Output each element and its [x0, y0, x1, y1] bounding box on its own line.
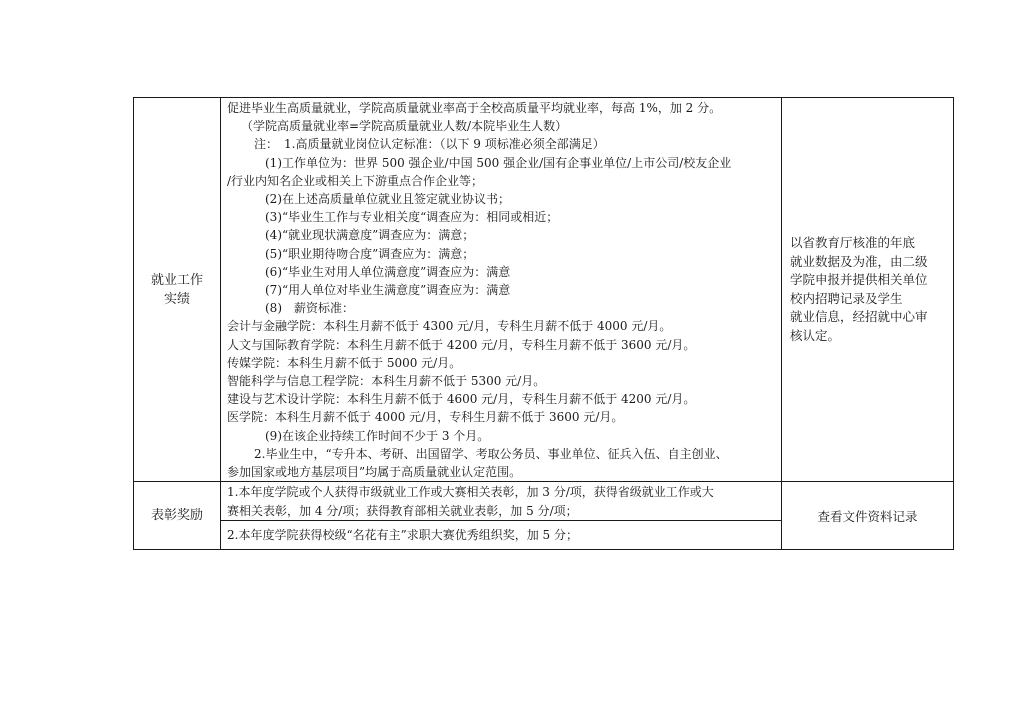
employment-category-line1: 就业工作 — [150, 272, 203, 288]
awards-note: 查看文件资料记录 — [817, 508, 918, 524]
employment-criteria — [221, 98, 781, 481]
criteria-line: 人文与国际教育学院：本科生月薪不低于 4200 元/月，专科生月薪不低于 3600 元/月。 — [227, 337, 696, 352]
criteria-line: 促进毕业生高质量就业，学院高质量就业率高于全校高质量平均就业率，每高 1%，加 2 分。 — [227, 101, 722, 115]
criteria-line: (3)“毕业生工作与专业相关度“调查应为：相同或相近； — [265, 210, 559, 225]
awards-category-cell — [134, 482, 221, 550]
awards-item1 — [221, 482, 781, 520]
criteria-line: (9)在该企业持续工作时间不少于 3 个月。 — [265, 428, 490, 443]
awards-item2: 2.本年度学院获得校级“名花有主”求职大赛优秀组织奖，加 5 分； — [227, 528, 578, 543]
criteria-line: （学院高质量就业率=学院高质量就业人数/本院毕业生人数） — [241, 119, 568, 134]
criteria-line: 传媒学院：本科生月薪不低于 5000 元/月。 — [227, 355, 462, 370]
awards-category: 表彰奖励 — [150, 508, 203, 524]
note-line: 就业信息，经招就中心审 — [790, 309, 928, 325]
note-line: 以省教育厅核准的年底 — [790, 235, 916, 251]
awards-note-cell — [782, 482, 954, 550]
assessment-table — [133, 97, 954, 550]
note-line: 学院申报并提供相关单位 — [790, 272, 928, 288]
note-line: 就业数据及为准，由二级 — [790, 253, 928, 269]
awards-item1-line2: 赛相关表彰，加 4 分/项；获得教育部相关就业表彰，加 5 分/项； — [227, 503, 578, 518]
employment-category-line2: 实绩 — [163, 291, 190, 307]
awards-item1-cell — [221, 482, 782, 521]
criteria-line: 2.毕业生中，“专升本、考研、出国留学、考取公务员、事业单位、征兵入伍、自主创业、 — [254, 446, 728, 461]
note-line: 校内招聘记录及学生 — [790, 290, 903, 306]
note-line: 核认定。 — [790, 327, 841, 343]
employment-row — [134, 98, 954, 482]
criteria-line: 智能科学与信息工程学院：本科生月薪不低于 5300 元/月。 — [227, 374, 546, 389]
employment-note-cell — [782, 98, 954, 482]
criteria-line: (4)“就业现状满意度”调查应为：满意； — [265, 228, 475, 243]
criteria-line: (6)“毕业生对用人单位满意度”调查应为：满意 — [265, 264, 511, 279]
criteria-line: (5)“职业期待吻合度”调查应为：满意； — [265, 246, 475, 261]
criteria-line: 参加国家或地方基层项目”均属于高质量就业认定范围。 — [227, 465, 522, 480]
criteria-line: (7)“用人单位对毕业生满意度”调查应为：满意 — [265, 283, 511, 298]
criteria-line: (1)工作单位为：世界 500 强企业/中国 500 强企业/国有企事业单位/上市公司/校友企业 — [265, 155, 732, 170]
employment-criteria-cell — [221, 98, 782, 482]
criteria-line: /行业内知名企业或相关上下游重点合作企业等； — [227, 173, 484, 188]
criteria-line: 建设与艺术设计学院：本科生月薪不低于 4600 元/月，专科生月薪不低于 4200 元/月。 — [227, 392, 696, 407]
employment-category-cell — [134, 98, 221, 482]
awards-row-1 — [134, 482, 954, 521]
criteria-line: 医学院：本科生月薪不低于 4000 元/月，专科生月薪不低于 3600 元/月。 — [227, 410, 624, 425]
awards-item2-cell — [221, 521, 782, 550]
criteria-line: 会计与金融学院：本科生月薪不低于 4300 元/月，专科生月薪不低于 4000 元/月。 — [227, 319, 672, 334]
awards-item1-line1: 1.本年度学院或个人获得市级就业工作或大赛相关表彰，加 3 分/项，获得省级就业工作或大 — [227, 485, 714, 500]
criteria-line: 注： 1.高质量就业岗位认定标准：（以下 9 项标准必须全部满足） — [254, 137, 605, 152]
criteria-line: (8) 薪资标准： — [265, 301, 354, 316]
criteria-line: (2)在上述高质量单位就业且签定就业协议书； — [265, 192, 510, 207]
